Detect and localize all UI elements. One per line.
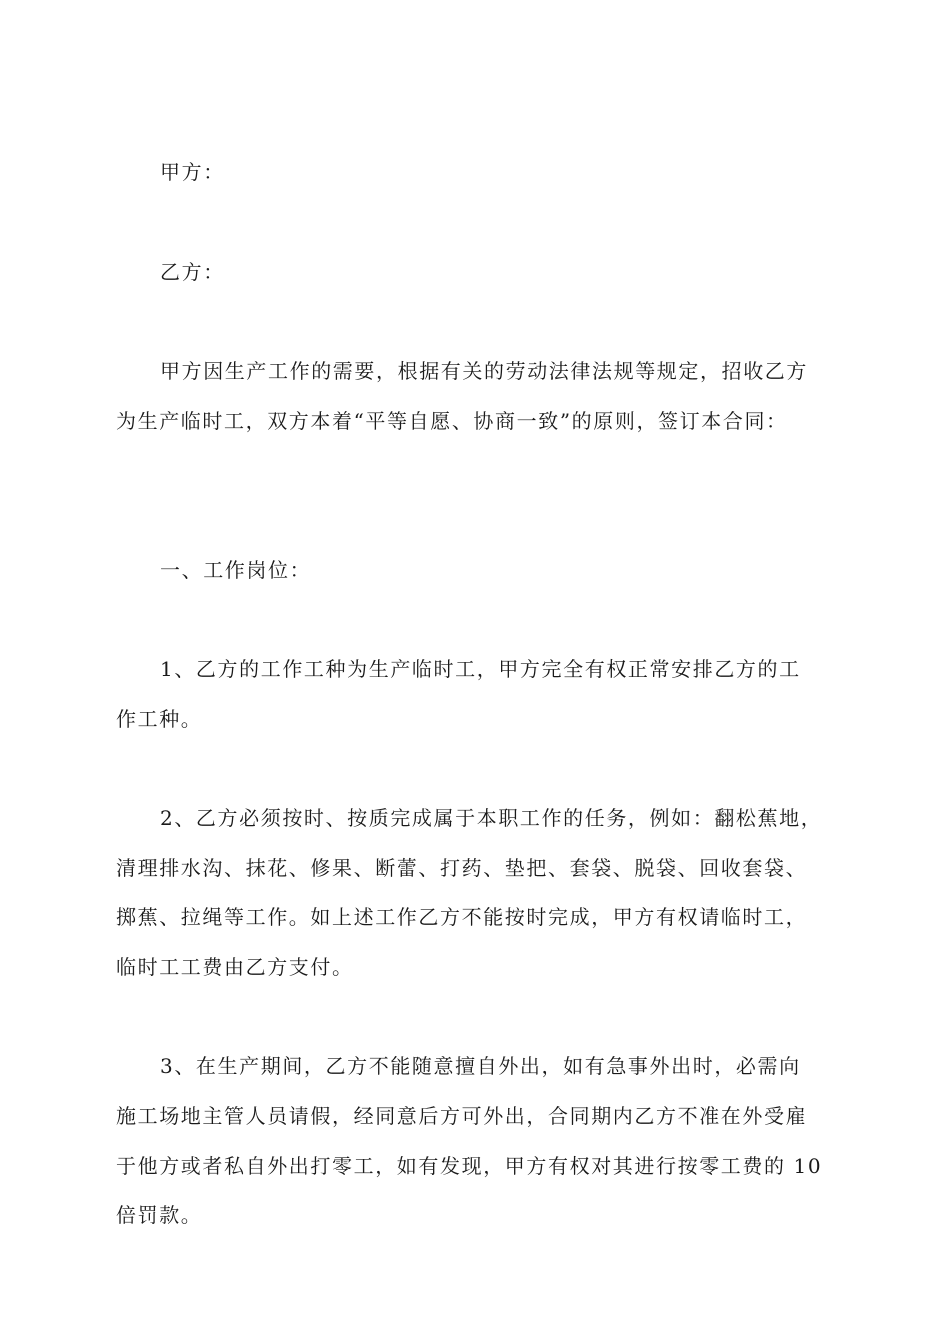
clause-2-line-1: 2、乙方必须按时、按质完成属于本职工作的任务，例如：翻松蕉地， bbox=[160, 806, 823, 830]
section-1-heading: 一、工作岗位： bbox=[160, 558, 312, 582]
clause-2-line-2: 清理排水沟、抹花、修果、断蕾、打药、垫把、套袋、脱袋、回收套袋、 bbox=[116, 856, 808, 880]
clause-3-line-3: 于他方或者私自外出打零工，如有发现，甲方有权对其进行按零工费的 10 bbox=[116, 1154, 823, 1178]
preamble-line-1: 甲方因生产工作的需要，根据有关的劳动法律法规等规定，招收乙方 bbox=[160, 359, 808, 383]
preamble-line-2: 为生产临时工，双方本着“平等自愿、协商一致”的原则，签订本合同： bbox=[116, 409, 788, 433]
clause-2-line-4: 临时工工费由乙方支付。 bbox=[116, 955, 354, 979]
clause-3-line-4: 倍罚款。 bbox=[116, 1203, 203, 1227]
clause-1-line-1: 1、乙方的工作工种为生产临时工，甲方完全有权正常安排乙方的工 bbox=[160, 657, 801, 681]
clause-2-line-3: 掷蕉、拉绳等工作。如上述工作乙方不能按时完成，甲方有权请临时工， bbox=[116, 905, 808, 929]
clause-3-line-2: 施工场地主管人员请假，经同意后方可外出，合同期内乙方不准在外受雇 bbox=[116, 1104, 808, 1128]
party-b-label: 乙方： bbox=[160, 260, 225, 284]
clause-1-line-2: 作工种。 bbox=[116, 707, 203, 731]
clause-3-line-1: 3、在生产期间，乙方不能随意擅自外出，如有急事外出时，必需向 bbox=[160, 1054, 801, 1078]
party-a-label: 甲方： bbox=[160, 160, 225, 184]
